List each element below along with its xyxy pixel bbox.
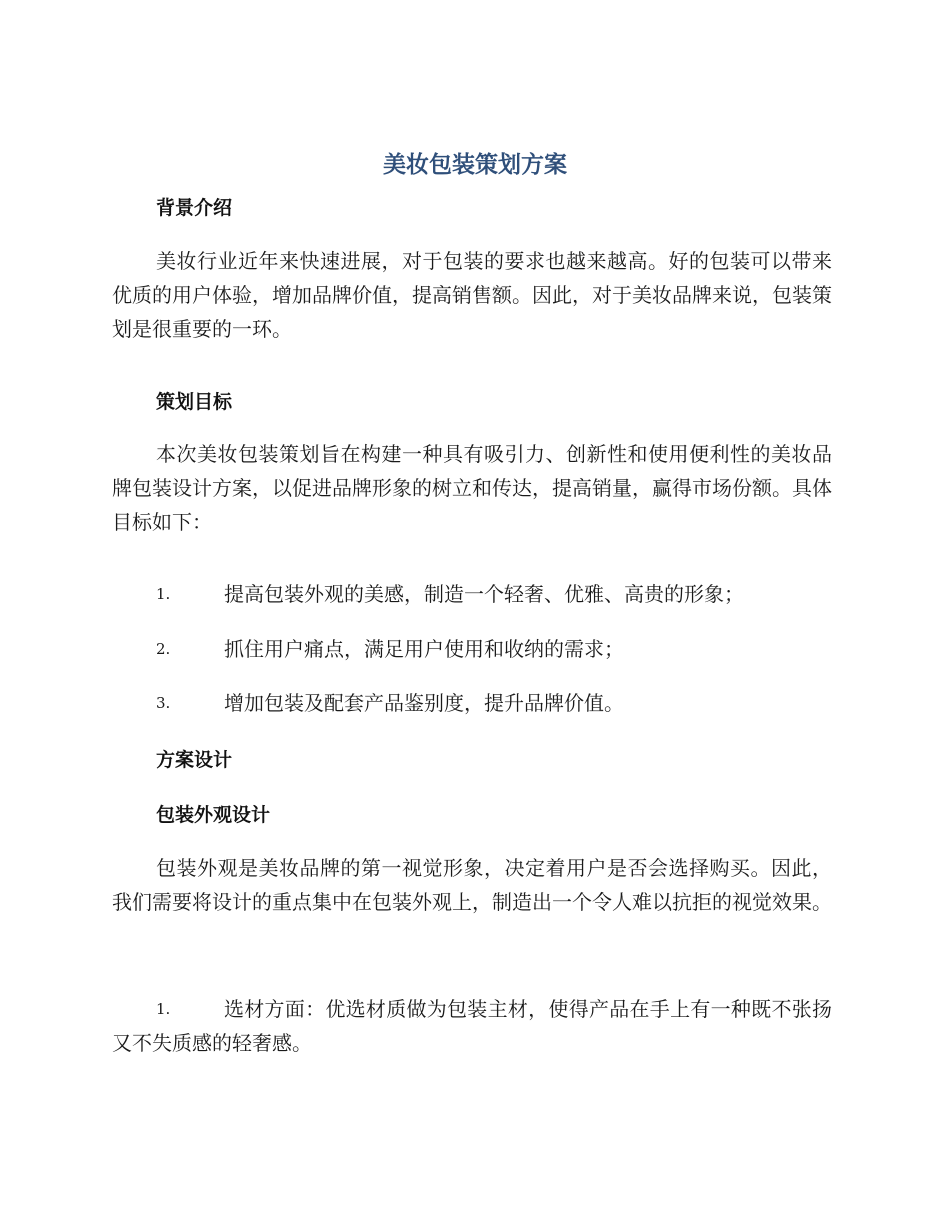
list-item-text: 提高包装外观的美感，制造一个轻奢、优雅、高贵的形象； (224, 582, 744, 606)
list-item-number: 3. (156, 694, 171, 712)
paragraph-background: 美妆行业近年来快速进展，对于包装的要求也越来越高。好的包装可以带来优质的用户体验，增加品牌价值，提高销售额。因此，对于美妆品牌来说，包装策划是很重要的一环。 (112, 249, 832, 341)
list-item-text: 选材方面：优选材质做为包装主材，使得产品在手上有一种既不张扬又不失质感的轻奢感。 (112, 997, 832, 1055)
list-item (112, 577, 832, 611)
subheading-appearance: 包装外观设计 (156, 804, 271, 826)
list-item-text: 抓住用户痛点，满足用户使用和收纳的需求； (224, 637, 624, 661)
paragraph-appearance: 包装外观是美妆品牌的第一视觉形象，决定着用户是否会选择购买。因此，我们需要将设计的重点集中在包装外观上，制造出一个令人难以抗拒的视觉效果。 (112, 856, 832, 914)
heading-goals: 策划目标 (156, 391, 233, 413)
list-item-text: 增加包装及配套产品鉴别度，提升品牌价值。 (224, 691, 624, 715)
heading-design: 方案设计 (156, 749, 233, 771)
heading-background: 背景介绍 (156, 197, 233, 219)
list-item (112, 632, 832, 666)
list-item-number: 1. (156, 585, 171, 603)
document-title: 美妆包装策划方案 (383, 152, 567, 178)
list-item-number: 2. (156, 640, 171, 658)
list-item (112, 686, 832, 720)
paragraph-goals: 本次美妆包装策划旨在构建一种具有吸引力、创新性和使用便利性的美妆品牌包装设计方案，以促进品牌形象的树立和传达，提高销量，赢得市场份额。具体目标如下： (112, 442, 832, 534)
list-item-number: 1. (156, 1000, 171, 1018)
list-item (112, 992, 832, 1060)
